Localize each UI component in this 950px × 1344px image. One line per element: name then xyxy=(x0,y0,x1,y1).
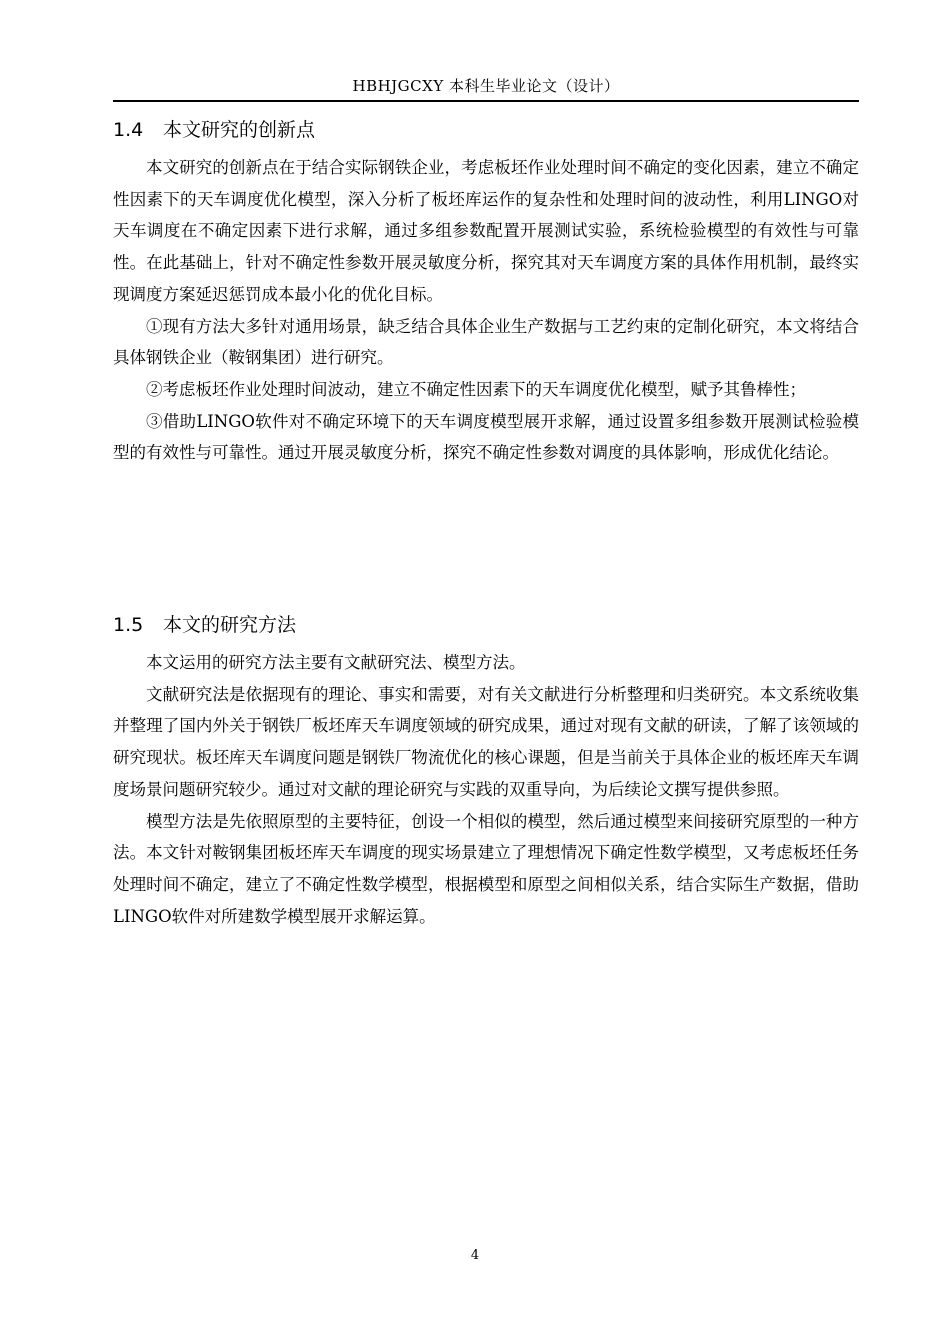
section-number: 1.5 xyxy=(113,614,144,636)
section-1-5 xyxy=(113,613,859,932)
paragraph: 本文运用的研究方法主要有文献研究法、模型方法。 xyxy=(146,653,526,672)
header-divider xyxy=(113,100,859,102)
section-1-4 xyxy=(113,118,859,469)
paragraph: 文献研究法是依据现有的理论、事实和需要，对有关文献进行分析整理和归类研究。本文系统收集并整理了国内外关于钢铁厂板坯库天车调度领域的研究成果，通过对现有文献的研读，了解了该领域的研究现状。板坯库天车调度问题是钢铁厂物流优化的核心课题，但是当前关于具体企业的板坯库天车调度场景问题研究较少。通过对文献的理论研究与实践的双重导向，为后续论文撰写提供参照。 xyxy=(113,684,859,799)
section-title: 本文研究的创新点 xyxy=(163,119,316,141)
paragraph: 本文研究的创新点在于结合实际钢铁企业，考虑板坯作业处理时间不确定的变化因素，建立不确定性因素下的天车调度优化模型，深入分析了板坯库运作的复杂性和处理时间的波动性，利用LINGO对天车调度在不确定因素下进行求解，通过多组参数配置开展测试实验，系统检验模型的有效性与可靠性。在此基础上，针对不确定性参数开展灵敏度分析，探究其对天车调度方案的具体作用机制，最终实现调度方案延迟惩罚成本最小化的优化目标。 xyxy=(113,158,859,304)
page-number: 4 xyxy=(470,1248,480,1263)
section-heading xyxy=(113,118,859,142)
section-heading xyxy=(113,613,859,637)
page-header: HBHJGCXY 本科生毕业论文（设计） xyxy=(352,77,620,95)
section-title: 本文的研究方法 xyxy=(163,614,297,636)
paragraph: 模型方法是先依照原型的主要特征，创设一个相似的模型，然后通过模型来间接研究原型的一种方法。本文针对鞍钢集团板坯库天车调度的现实场景建立了理想情况下确定性数学模型，又考虑板坯任务处理时间不确定，建立了不确定性数学模型，根据模型和原型之间相似关系，结合实际生产数据，借助LINGO软件对所建数学模型展开求解运算。 xyxy=(113,811,859,926)
section-number: 1.4 xyxy=(113,119,144,141)
list-item: ①现有方法大多针对通用场景，缺乏结合具体企业生产数据与工艺约束的定制化研究，本文将结合具体钢铁企业（鞍钢集团）进行研究。 xyxy=(113,316,859,368)
list-item: ②考虑板坯作业处理时间波动，建立不确定性因素下的天车调度优化模型，赋予其鲁棒性； xyxy=(146,379,806,399)
list-item: ③借助LINGO软件对不确定环境下的天车调度模型展开求解，通过设置多组参数开展测试检验模型的有效性与可靠性。通过开展灵敏度分析，探究不确定性参数对调度的具体影响，形成优化结论。 xyxy=(113,411,859,463)
